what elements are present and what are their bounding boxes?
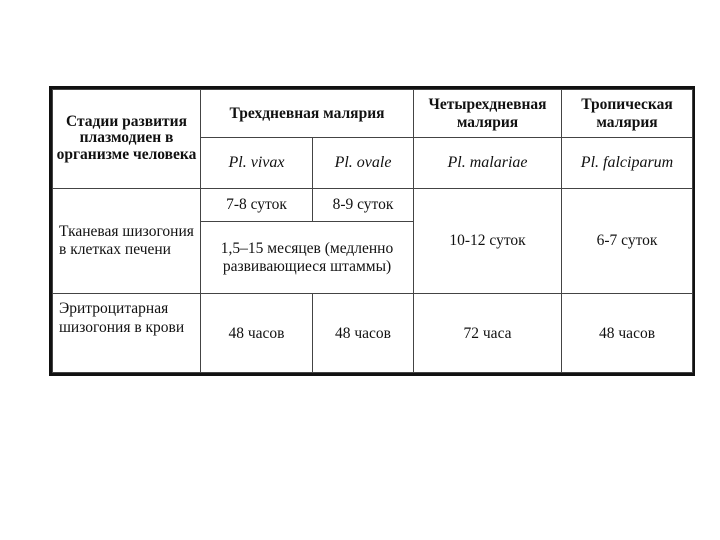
tissue-falciparum: 6-7 суток [562,188,693,294]
erythrocytic-vivax: 48 часов [201,294,313,373]
tissue-vivax: 7-8 суток [201,188,313,221]
group-header-quartan: Четырехдневная малярия [414,90,562,138]
species-falciparum: Pl. falciparum [562,138,693,188]
group-header-tertian: Трехдневная малярия [201,90,414,138]
stage-header-cell: Стадии развития плазмодиен в организме человека [53,90,201,189]
malaria-stages-table [52,89,693,373]
erythrocytic-falciparum: 48 часов [562,294,693,373]
tissue-ovale: 8-9 суток [313,188,414,221]
species-malariae: Pl. malariae [414,138,562,188]
tissue-malariae: 10-12 суток [414,188,562,294]
row-label-erythrocytic: Эритроцитарная шизогония в крови [53,294,201,373]
malaria-table-frame [49,86,695,376]
species-vivax: Pl. vivax [201,138,313,188]
row-label-tissue: Тканевая шизогония в клетках печени [53,188,201,294]
erythrocytic-malariae: 72 часа [414,294,562,373]
tissue-tertian-late-relapse: 1,5–15 месяцев (медленно развивающиеся штаммы) [201,221,414,294]
species-ovale: Pl. ovale [313,138,414,188]
erythrocytic-ovale: 48 часов [313,294,414,373]
group-header-tropical: Тропическая малярия [562,90,693,138]
